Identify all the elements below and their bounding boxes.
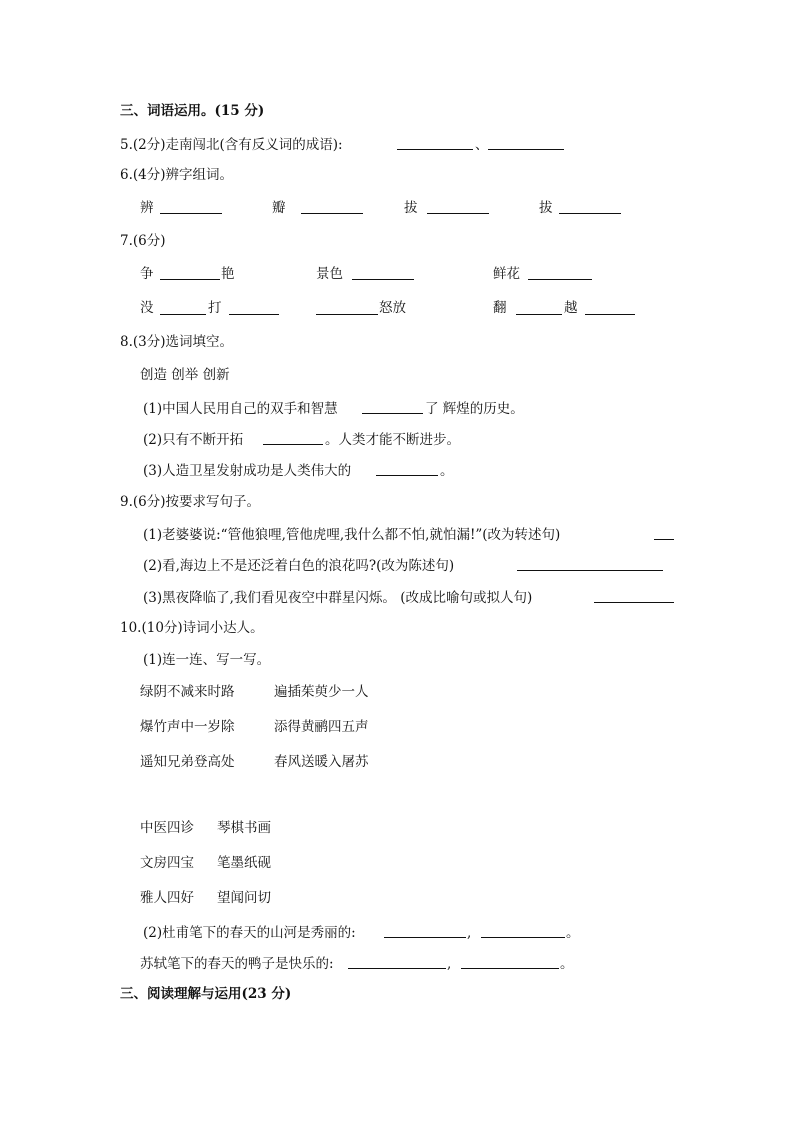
word-item: 争 xyxy=(140,266,154,282)
char-item: 辨 xyxy=(140,200,154,216)
word-item: 怒放 xyxy=(379,300,406,316)
question-6: 6.(4分)辨字组词。 xyxy=(120,167,234,183)
answer-blank[interactable] xyxy=(376,475,438,476)
answer-blank[interactable] xyxy=(362,413,423,414)
question-10: 10.(10分)诗词小达人。 xyxy=(120,620,264,636)
comma: , xyxy=(447,956,452,972)
sentence-text: (3)人造卫星发射成功是人类伟大的 xyxy=(143,463,352,479)
comma: , xyxy=(467,925,472,941)
answer-blank[interactable] xyxy=(348,968,446,969)
sentence-text: (3)黑夜降临了,我们看见夜空中群星闪烁。 (改成比喻句或拟人句) xyxy=(143,590,533,606)
sentence-text: (2)看,海边上不是还泛着白色的浪花吗?(改为陈述句) xyxy=(143,558,455,574)
period: 。 xyxy=(566,925,580,941)
sentence-text: (1)老婆婆说:“管他狼哩,管他虎哩,我什么都不怕,就怕漏!”(改为转述句) xyxy=(143,527,561,543)
answer-blank[interactable] xyxy=(397,149,473,150)
sentence-text: (1)中国人民用自己的双手和智慧 xyxy=(143,401,338,417)
answer-blank[interactable] xyxy=(352,279,414,280)
sentence-text: 。 xyxy=(440,463,454,479)
term-left: 文房四宝 xyxy=(140,855,194,871)
answer-blank[interactable] xyxy=(516,314,562,315)
term-right: 望闻问切 xyxy=(217,890,271,906)
poem-line-left: 绿阴不减来时路 xyxy=(140,684,235,700)
word-item: 景色 xyxy=(316,266,343,282)
char-item: 瓣 xyxy=(272,200,286,216)
word-options: 创造 创举 创新 xyxy=(140,367,230,383)
word-item: 翻 xyxy=(493,300,507,316)
sentence-text: (2)只有不断开拓 xyxy=(143,432,244,448)
question-5: 5.(2分)走南闯北(含有反义词的成语): xyxy=(120,137,343,153)
answer-blank[interactable] xyxy=(160,279,220,280)
answer-blank[interactable] xyxy=(654,539,674,540)
separator: 、 xyxy=(475,137,489,153)
answer-blank[interactable] xyxy=(427,213,489,214)
question-8: 8.(3分)选词填空。 xyxy=(120,334,234,350)
answer-blank[interactable] xyxy=(481,937,565,938)
sentence-text: 。人类才能不断进步。 xyxy=(325,432,460,448)
poem-line-left: 遥知兄弟登高处 xyxy=(140,754,235,770)
sub-question: (2)杜甫笔下的春天的山河是秀丽的: xyxy=(143,925,356,941)
term-left: 雅人四好 xyxy=(140,890,194,906)
answer-blank[interactable] xyxy=(160,213,222,214)
answer-blank[interactable] xyxy=(301,213,363,214)
answer-blank[interactable] xyxy=(488,149,564,150)
answer-blank[interactable] xyxy=(384,937,466,938)
answer-blank[interactable] xyxy=(461,968,559,969)
term-right: 琴棋书画 xyxy=(217,820,271,836)
poem-line-right: 遍插茱萸少一人 xyxy=(274,684,369,700)
char-item: 拔 xyxy=(539,200,553,216)
poem-line-right: 春风送暖入屠苏 xyxy=(274,754,369,770)
answer-blank[interactable] xyxy=(229,314,279,315)
poem-line-right: 添得黄鹂四五声 xyxy=(274,719,369,735)
word-item: 鲜花 xyxy=(493,266,520,282)
question-9: 9.(6分)按要求写句子。 xyxy=(120,494,261,510)
answer-blank[interactable] xyxy=(517,570,663,571)
answer-blank[interactable] xyxy=(316,314,378,315)
section-title: 三、词语运用。(15 分) xyxy=(120,103,265,119)
answer-blank[interactable] xyxy=(585,314,635,315)
word-item: 打 xyxy=(208,300,222,316)
answer-blank[interactable] xyxy=(528,279,592,280)
poem-line-left: 爆竹声中一岁除 xyxy=(140,719,235,735)
sub-question: (1)连一连、写一写。 xyxy=(143,652,271,668)
answer-blank[interactable] xyxy=(160,314,206,315)
answer-blank[interactable] xyxy=(263,444,323,445)
question-7: 7.(6分) xyxy=(120,233,166,249)
char-item: 拔 xyxy=(404,200,418,216)
word-item: 没 xyxy=(140,300,154,316)
word-item: 越 xyxy=(564,300,578,316)
term-right: 笔墨纸砚 xyxy=(217,855,271,871)
sub-question: 苏轼笔下的春天的鸭子是快乐的: xyxy=(140,956,334,972)
answer-blank[interactable] xyxy=(594,602,674,603)
sentence-text: 了 辉煌的历史。 xyxy=(425,401,524,417)
term-left: 中医四诊 xyxy=(140,820,194,836)
section-title: 三、阅读理解与运用(23 分) xyxy=(120,986,292,1002)
answer-blank[interactable] xyxy=(559,213,621,214)
period: 。 xyxy=(560,956,574,972)
word-item: 艳 xyxy=(221,266,235,282)
